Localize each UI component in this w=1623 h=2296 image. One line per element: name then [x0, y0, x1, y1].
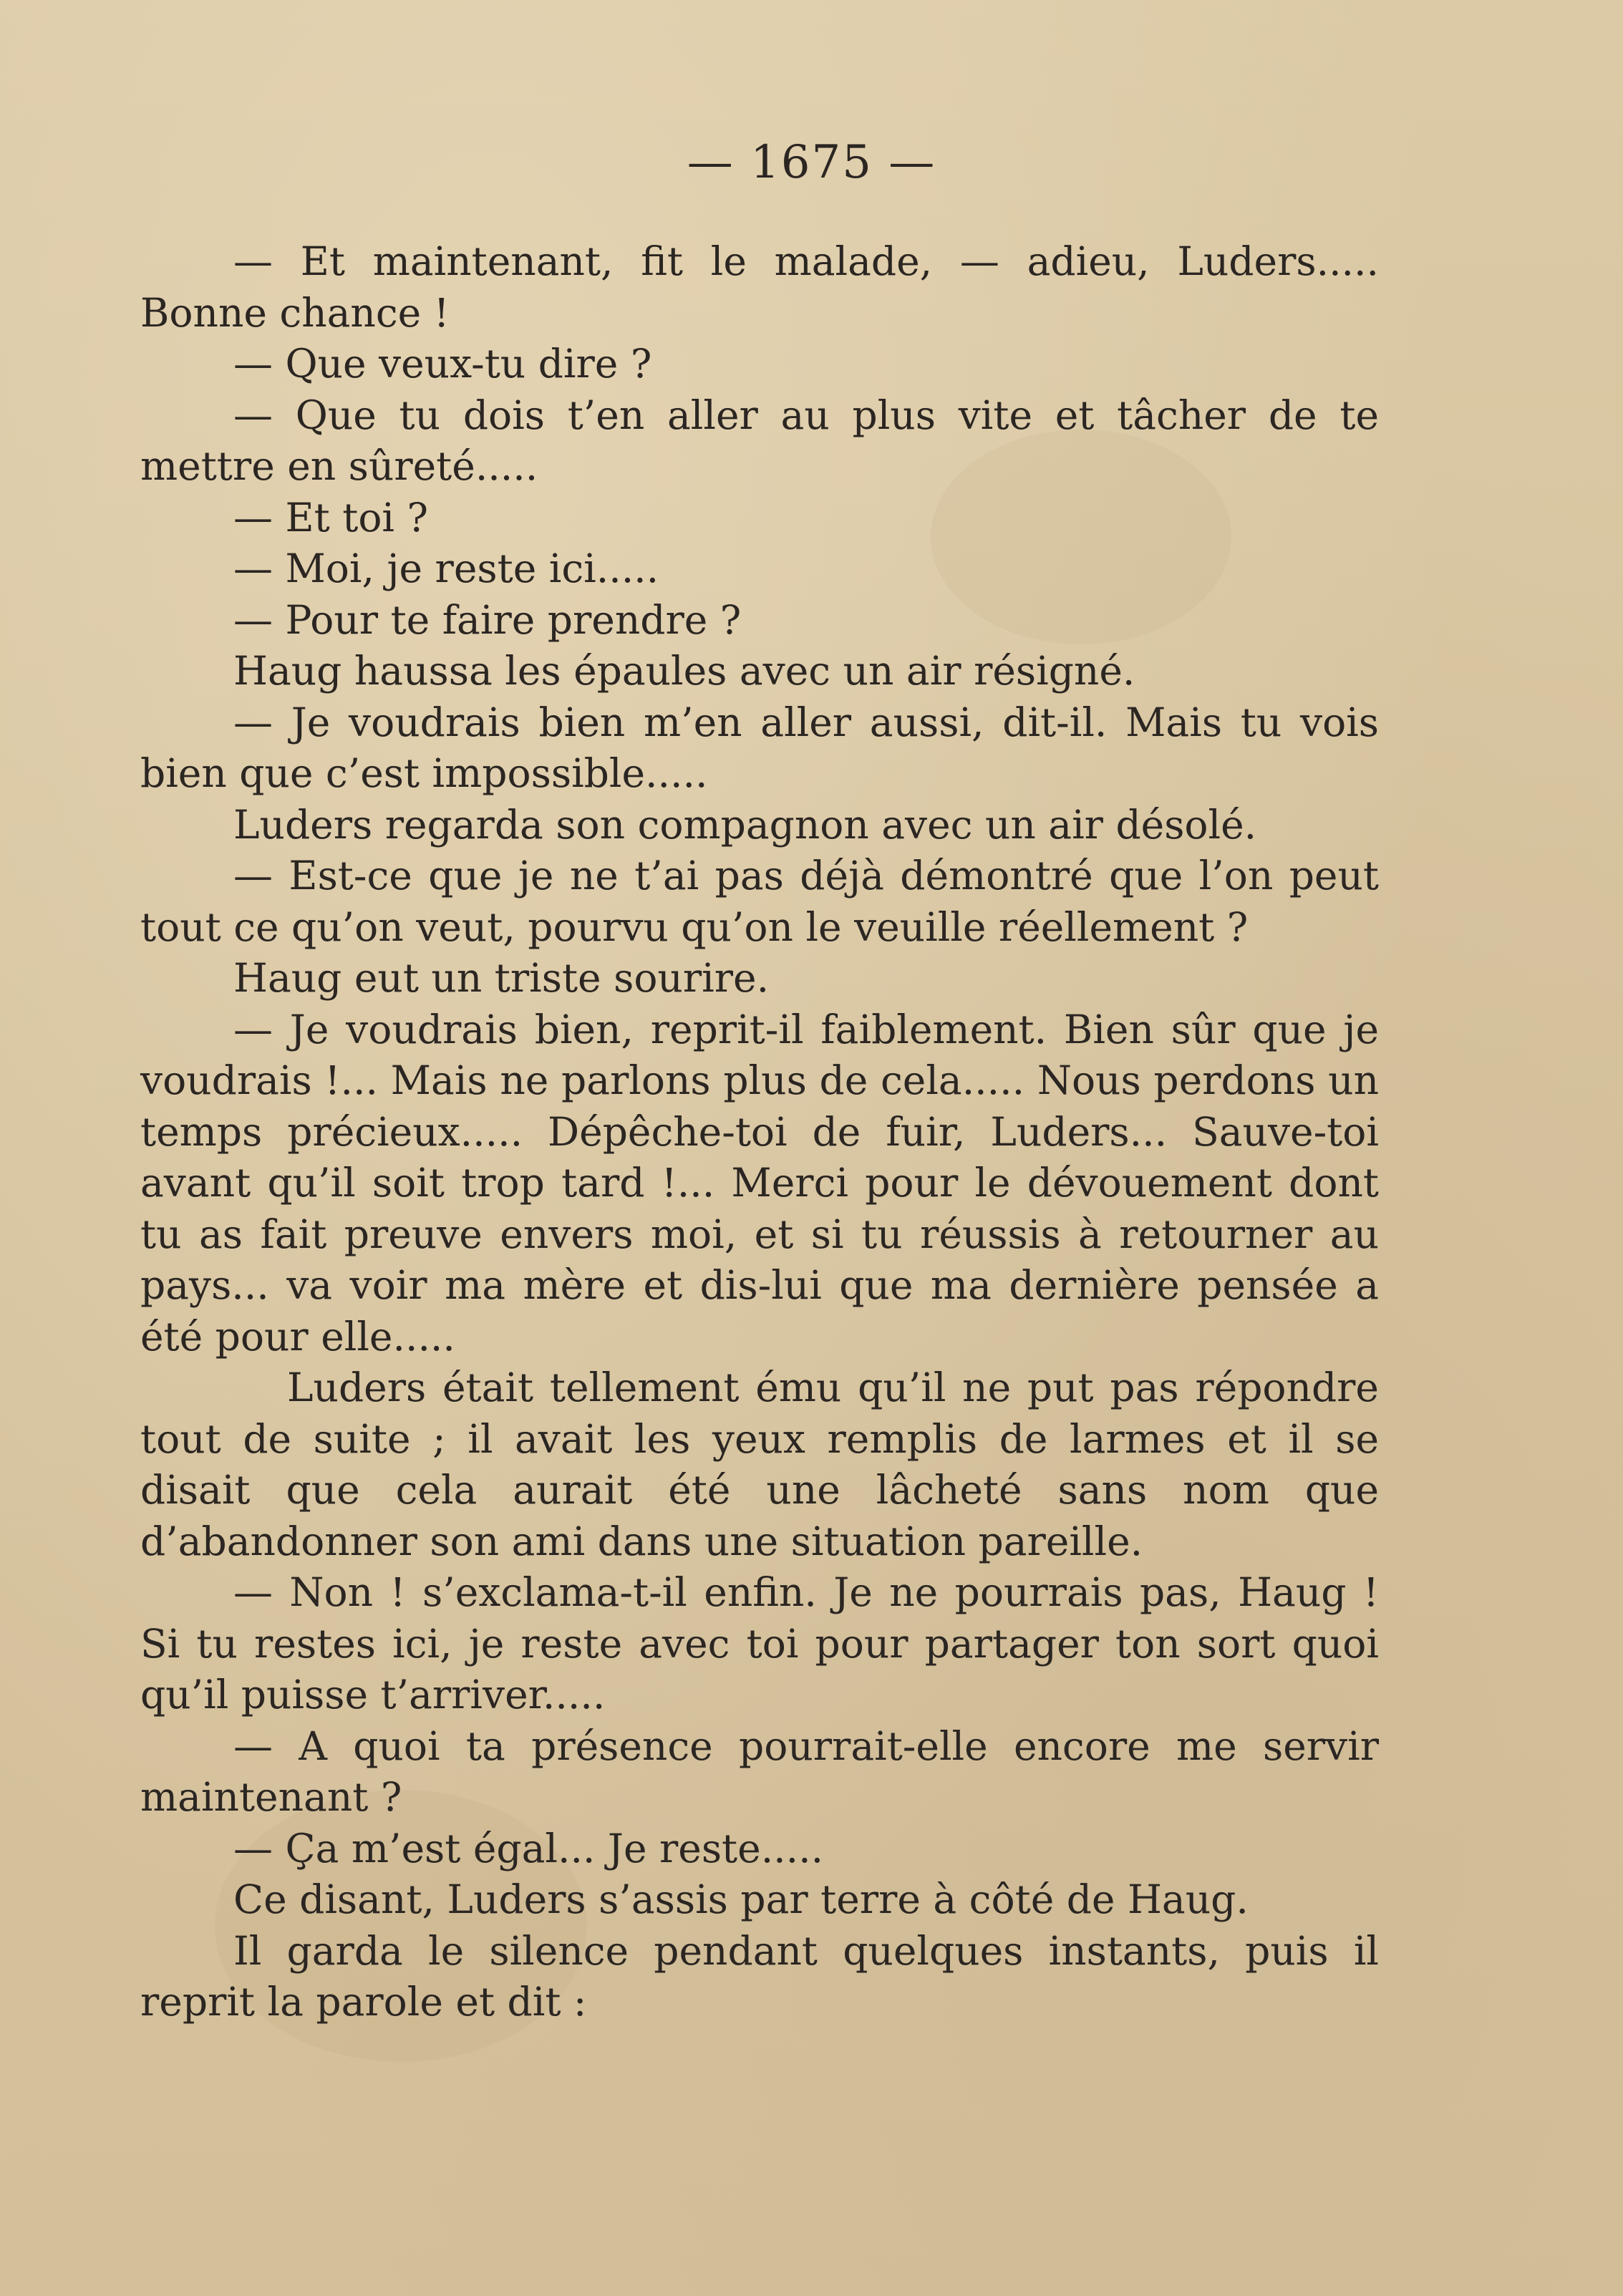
paragraph: — Je voudrais bien m’en aller aussi, dit-il. Mais tu vois bien que c’est impossible.....: [140, 699, 1379, 796]
paragraph: — Ça m’est égal... Je reste.....: [233, 1825, 824, 1871]
paragraph: — Et maintenant, fit le malade, — adieu, Luders..... Bonne chance !: [140, 238, 1379, 336]
paragraph: — Est-ce que je ne t’ai pas déjà démontré que l’on peut tout ce qu’on veut, pourvu qu’on le veuille réellement ?: [140, 853, 1379, 950]
paragraph: Il garda le silence pendant quelques instants, puis il reprit la parole et dit :: [140, 1927, 1379, 2025]
paragraph: — Moi, je reste ici.....: [233, 546, 659, 591]
paragraph: Haug eut un triste sourire.: [233, 955, 770, 1001]
paragraph: — Pour te faire prendre ?: [233, 596, 742, 643]
paragraph: Ce disant, Luders s’assis par terre à côté de Haug.: [233, 1876, 1249, 1922]
paragraph: — Que veux-tu dire ?: [233, 341, 652, 387]
paragraph: — Je voudrais bien, reprit-il faiblement. Bien sûr que je voudrais !... Mais ne parlons plus de cela..... Nous perdons un temps précieux..... Dépêche-toi de fuir, Luders... Sauve-toi avant qu’il soit trop tard !... Merci pour le dévouement dont tu as fait preuve envers moi, et si tu réussis à retourner au pays... va voir ma mère et dis-lui que ma dernière pensée a été pour elle.....: [140, 1006, 1379, 1360]
paragraph: Luders était tellement ému qu’il ne put pas répondre tout de suite ; il avait les yeux remplis de larmes et il se disait que cela aurait été une lâcheté sans nom que d’abandonner son ami dans une situation pareille.: [140, 1365, 1379, 1564]
page-number: — 1675 —: [687, 136, 936, 189]
paragraph: — A quoi ta présence pourrait-elle encore me servir maintenant ?: [140, 1723, 1379, 1820]
paragraph: — Et toi ?: [233, 494, 428, 541]
paragraph: Haug haussa les épaules avec un air résigné.: [233, 648, 1135, 694]
paragraph: — Que tu dois t’en aller au plus vite et tâcher de te mettre en sûreté.....: [140, 392, 1379, 489]
paragraph: Luders regarda son compagnon avec un air désolé.: [233, 801, 1257, 848]
paragraph: — Non ! s’exclama-t-il enfin. Je ne pourrais pas, Haug ! Si tu restes ici, je reste avec toi pour partager ton sort quoi qu’il puisse t’arriver.....: [140, 1569, 1379, 1718]
body-text: [140, 236, 1379, 2028]
